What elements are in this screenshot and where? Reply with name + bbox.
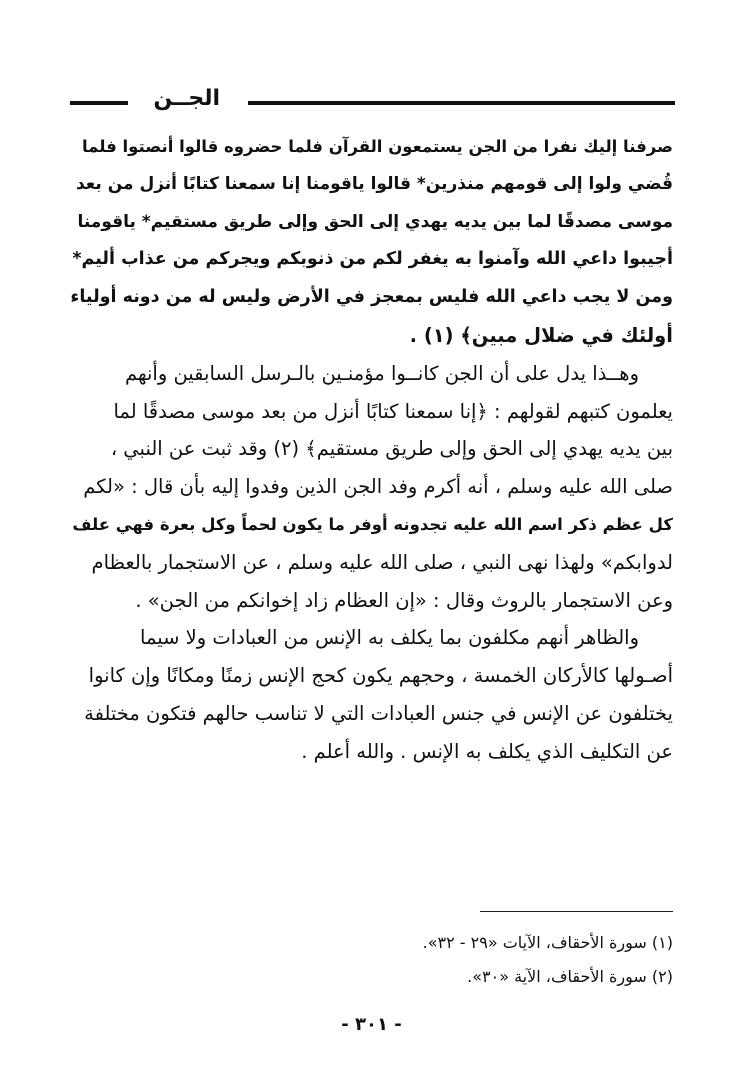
text-line: صرفنا إليك نفرا من الجن يستمعون القرآن فلما حضروه قالوا أنصتوا فلما — [81, 137, 673, 156]
footnote-item: (٢) سورة الأحقاف، الآية «٣٠». — [467, 967, 673, 986]
text-line: أجيبوا داعي الله وآمنوا به يغفر لكم من ذنوبكم ويجركم من عذاب أليم* — [72, 249, 673, 270]
text-line: أولئك في ضلال مبين﴾ (١) . — [409, 323, 673, 347]
text-line: ومن لا يجب داعي الله فليس بمعجز في الأرض وليس له من دونه أولياء — [70, 287, 673, 308]
footnote-separator — [480, 911, 673, 912]
text-line: لدوابكم» ولهذا نهى النبي ، صلى الله عليه وسلم ، عن الاستجمار بالعظام — [91, 550, 673, 574]
text-line: يختلفون عن الإنس في جنس العبادات التي لا تناسب حالهم فتكون مختلفة — [84, 701, 673, 725]
text-line: يعلمون كتبهم لقولهم : ﴿إنا سمعنا كتابًا أنزل من بعد موسى مصدقًا لما — [113, 399, 673, 423]
text-line: موسى مصدقًا لما بين يديه يهدي إلى الحق وإلى طريق مستقيم* ياقومنا — [77, 211, 673, 232]
text-line: كل عظم ذكر اسم الله عليه تجدونه أوفر ما يكون لحماً وكل بعرة فهي علف — [72, 514, 673, 534]
header-rule-right — [248, 101, 675, 105]
text-line: قُضي ولوا إلى قومهم منذرين* قالوا ياقومنا إنا سمعنا كتابًا أنزل من بعد — [75, 173, 673, 194]
text-line: وهــذا يدل على أن الجن كانــوا مؤمنـين بالـرسل السابقين وأنهم — [125, 361, 639, 385]
running-header — [70, 88, 675, 118]
text-line: وعن الاستجمار بالروث وقال : «إن العظام زاد إخوانكم من الجن» . — [135, 588, 673, 612]
body-text — [67, 128, 673, 771]
text-line: بين يديه يهدي إلى الحق وإلى طريق مستقيم﴾ (٢) وقد ثبت عن النبي ، — [110, 437, 673, 461]
text-line: صلى الله عليه وسلم ، أنه أكرم وفد الجن الذين وفدوا إليه بأن قال : «لكم — [83, 475, 673, 499]
text-line: أصـولها كالأركان الخمسة ، وحجهم يكون كحج الإنس زمنًا ومكانًا وإن كانوا — [88, 664, 673, 688]
text-line: والظاهر أنهم مكلفون بما يكلف به الإنس من العبادات ولا سيما — [140, 626, 639, 650]
page-number: - ٣٠١ - — [341, 1014, 402, 1035]
footnotes — [253, 926, 673, 994]
footnote-item: (١) سورة الأحقاف، الآيات «٢٩ - ٣٢». — [422, 933, 673, 952]
text-line: عن التكليف الذي يكلف به الإنس . والله أعلم . — [301, 739, 673, 763]
header-title: الجــن — [153, 86, 220, 111]
header-rule-left — [70, 101, 128, 105]
